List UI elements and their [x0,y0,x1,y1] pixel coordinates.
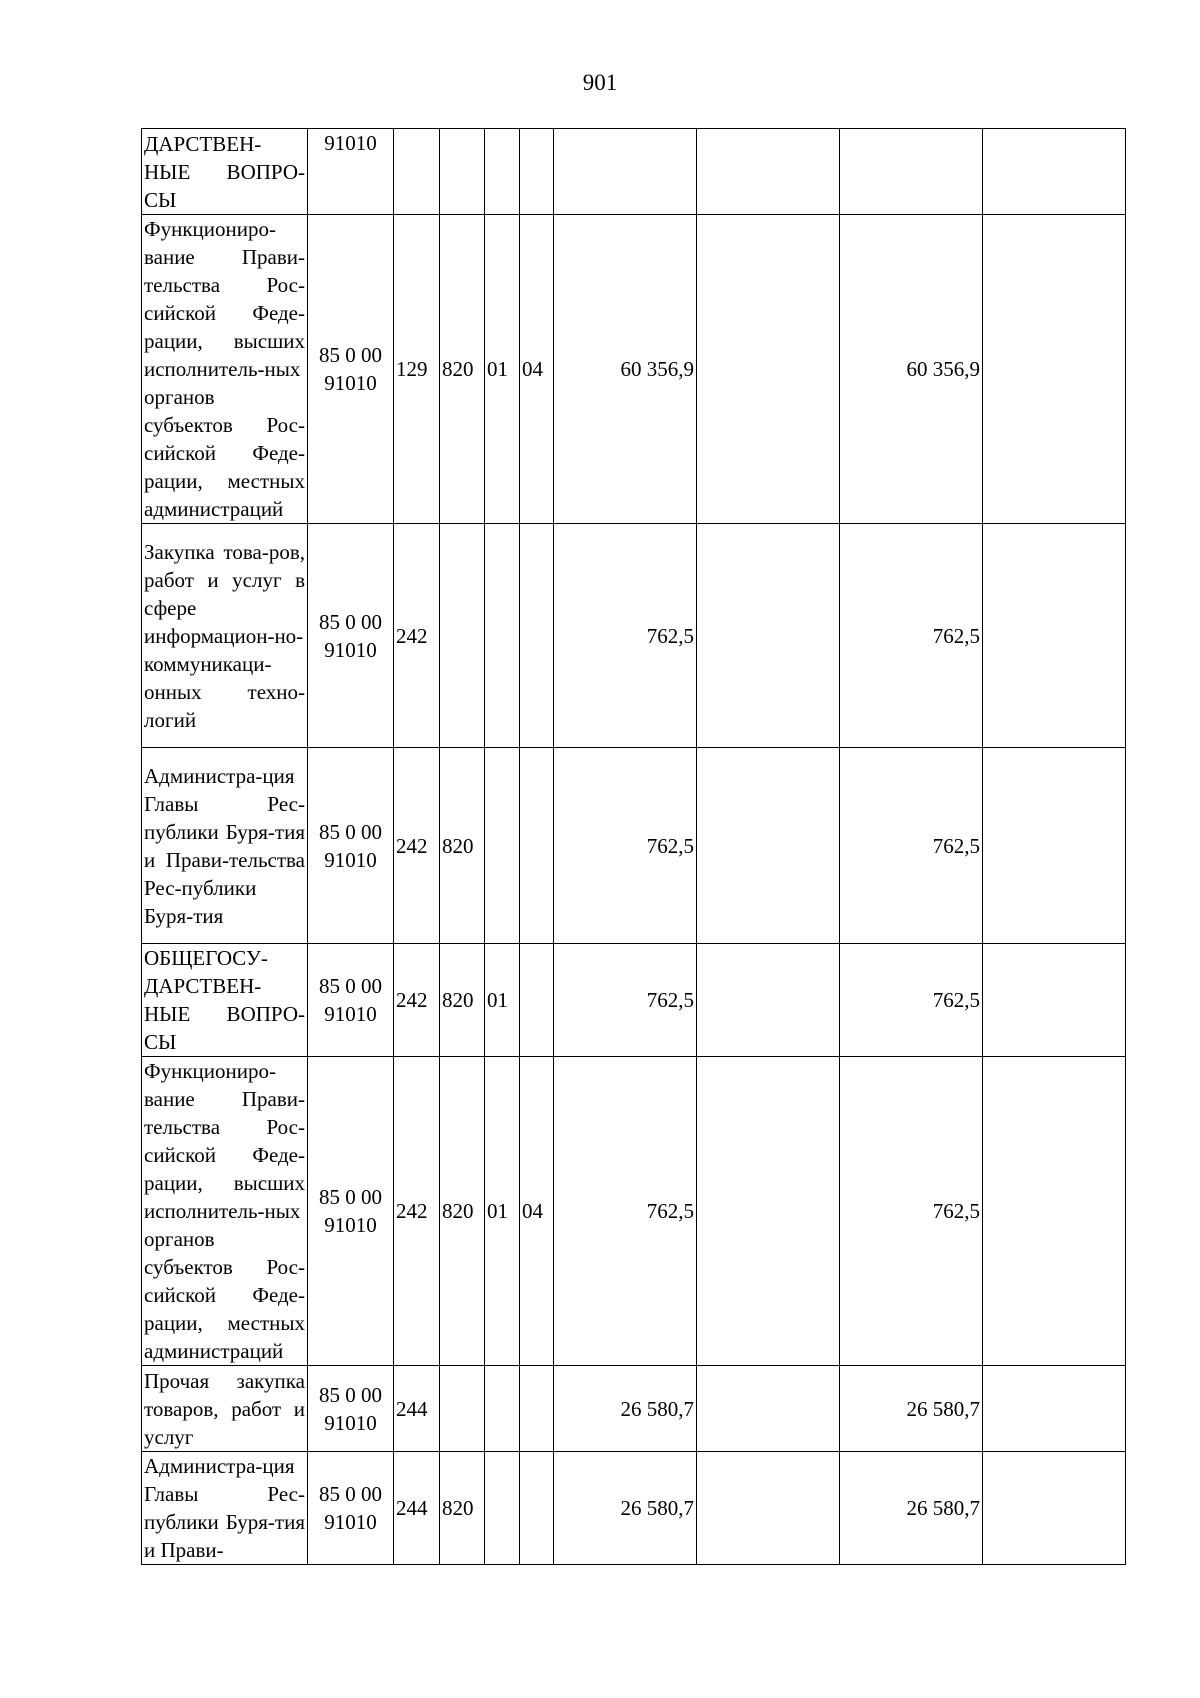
subsection-code-cell [520,1452,554,1565]
amount-1-cell: 26 580,7 [554,1366,697,1452]
target-article-code-cell: 85 0 00 91010 [308,748,394,944]
section-code-cell: 01 [485,944,520,1057]
amount-4-cell [983,129,1126,215]
expense-type-code-cell: 244 [394,1366,440,1452]
amount-3-cell: 762,5 [840,944,983,1057]
amount-4-cell [983,748,1126,944]
amount-2-cell [697,1452,840,1565]
administrator-code-cell [440,524,485,748]
subsection-code-cell [520,748,554,944]
table-row [142,215,1126,524]
amount-4-cell [983,1452,1126,1565]
amount-4-cell [983,524,1126,748]
amount-2-cell [697,1057,840,1366]
target-article-code-cell: 85 0 00 91010 [308,524,394,748]
amount-4-cell [983,215,1126,524]
amount-3-cell: 26 580,7 [840,1366,983,1452]
section-code-cell [485,748,520,944]
target-article-code-cell: 85 0 00 91010 [308,944,394,1057]
page-number: 901 [582,70,618,95]
amount-1-cell: 60 356,9 [554,215,697,524]
table-row [142,1366,1126,1452]
target-article-code-cell: 85 0 00 91010 [308,1452,394,1565]
subsection-code-cell [520,1366,554,1452]
administrator-code-cell [440,1366,485,1452]
amount-4-cell [983,1366,1126,1452]
row-name-cell: Администра-ция Главы Рес-публики Буря-тия и Прави- [142,1452,308,1565]
amount-3-cell [840,129,983,215]
row-name-cell: Администра-ция Главы Рес-публики Буря-тия и Прави-тельства Рес-публики Буря-тия [142,748,308,944]
administrator-code-cell [440,129,485,215]
target-article-code-cell: 85 0 00 91010 [308,215,394,524]
administrator-code-cell: 820 [440,944,485,1057]
amount-2-cell [697,524,840,748]
amount-1-cell: 762,5 [554,524,697,748]
amount-3-cell: 60 356,9 [840,215,983,524]
section-code-cell [485,1366,520,1452]
subsection-code-cell [520,944,554,1057]
row-name-cell: Функциониро-вание Прави-тельства Рос-сийской Феде-рации, высших исполнитель-ных органов субъектов Рос-сийской Феде-рации, местных администраций [142,215,308,524]
expense-type-code-cell [394,129,440,215]
section-code-cell [485,524,520,748]
amount-3-cell: 762,5 [840,1057,983,1366]
amount-2-cell [697,748,840,944]
budget-table [141,128,1126,1565]
expense-type-code-cell: 242 [394,1057,440,1366]
section-code-cell [485,129,520,215]
amount-1-cell: 762,5 [554,1057,697,1366]
table-row [142,1452,1126,1565]
table-row [142,748,1126,944]
amount-3-cell: 762,5 [840,524,983,748]
section-code-cell: 01 [485,215,520,524]
expense-type-code-cell: 242 [394,944,440,1057]
table-row [142,524,1126,748]
expense-type-code-cell: 129 [394,215,440,524]
amount-2-cell [697,215,840,524]
table-row [142,129,1126,215]
row-name-cell: ДАРСТВЕН-НЫЕ ВОПРО-СЫ [142,129,308,215]
row-name-cell: ОБЩЕГОСУ-ДАРСТВЕН-НЫЕ ВОПРО-СЫ [142,944,308,1057]
amount-1-cell: 762,5 [554,748,697,944]
expense-type-code-cell: 244 [394,1452,440,1565]
amount-2-cell [697,129,840,215]
amount-2-cell [697,944,840,1057]
table-row [142,1057,1126,1366]
expense-type-code-cell: 242 [394,524,440,748]
amount-2-cell [697,1366,840,1452]
administrator-code-cell: 820 [440,215,485,524]
section-code-cell: 01 [485,1057,520,1366]
subsection-code-cell: 04 [520,215,554,524]
target-article-code-cell: 85 0 00 91010 [308,1057,394,1366]
amount-1-cell: 26 580,7 [554,1452,697,1565]
amount-1-cell: 762,5 [554,944,697,1057]
row-name-cell: Функциониро-вание Прави-тельства Рос-сийской Феде-рации, высших исполнитель-ных органов субъектов Рос-сийской Феде-рации, местных администраций [142,1057,308,1366]
subsection-code-cell [520,524,554,748]
target-article-code-cell: 85 0 00 91010 [308,1366,394,1452]
amount-4-cell [983,944,1126,1057]
row-name-cell: Закупка това-ров, работ и услуг в сфере информацион-но-коммуникаци-онных техно-логий [142,524,308,748]
administrator-code-cell: 820 [440,1452,485,1565]
expense-type-code-cell: 242 [394,748,440,944]
table-row [142,944,1126,1057]
administrator-code-cell: 820 [440,748,485,944]
amount-3-cell: 762,5 [840,748,983,944]
amount-3-cell: 26 580,7 [840,1452,983,1565]
amount-1-cell [554,129,697,215]
target-article-code-cell: 91010 [308,129,394,215]
subsection-code-cell [520,129,554,215]
administrator-code-cell: 820 [440,1057,485,1366]
section-code-cell [485,1452,520,1565]
subsection-code-cell: 04 [520,1057,554,1366]
amount-4-cell [983,1057,1126,1366]
row-name-cell: Прочая закупка товаров, работ и услуг [142,1366,308,1452]
